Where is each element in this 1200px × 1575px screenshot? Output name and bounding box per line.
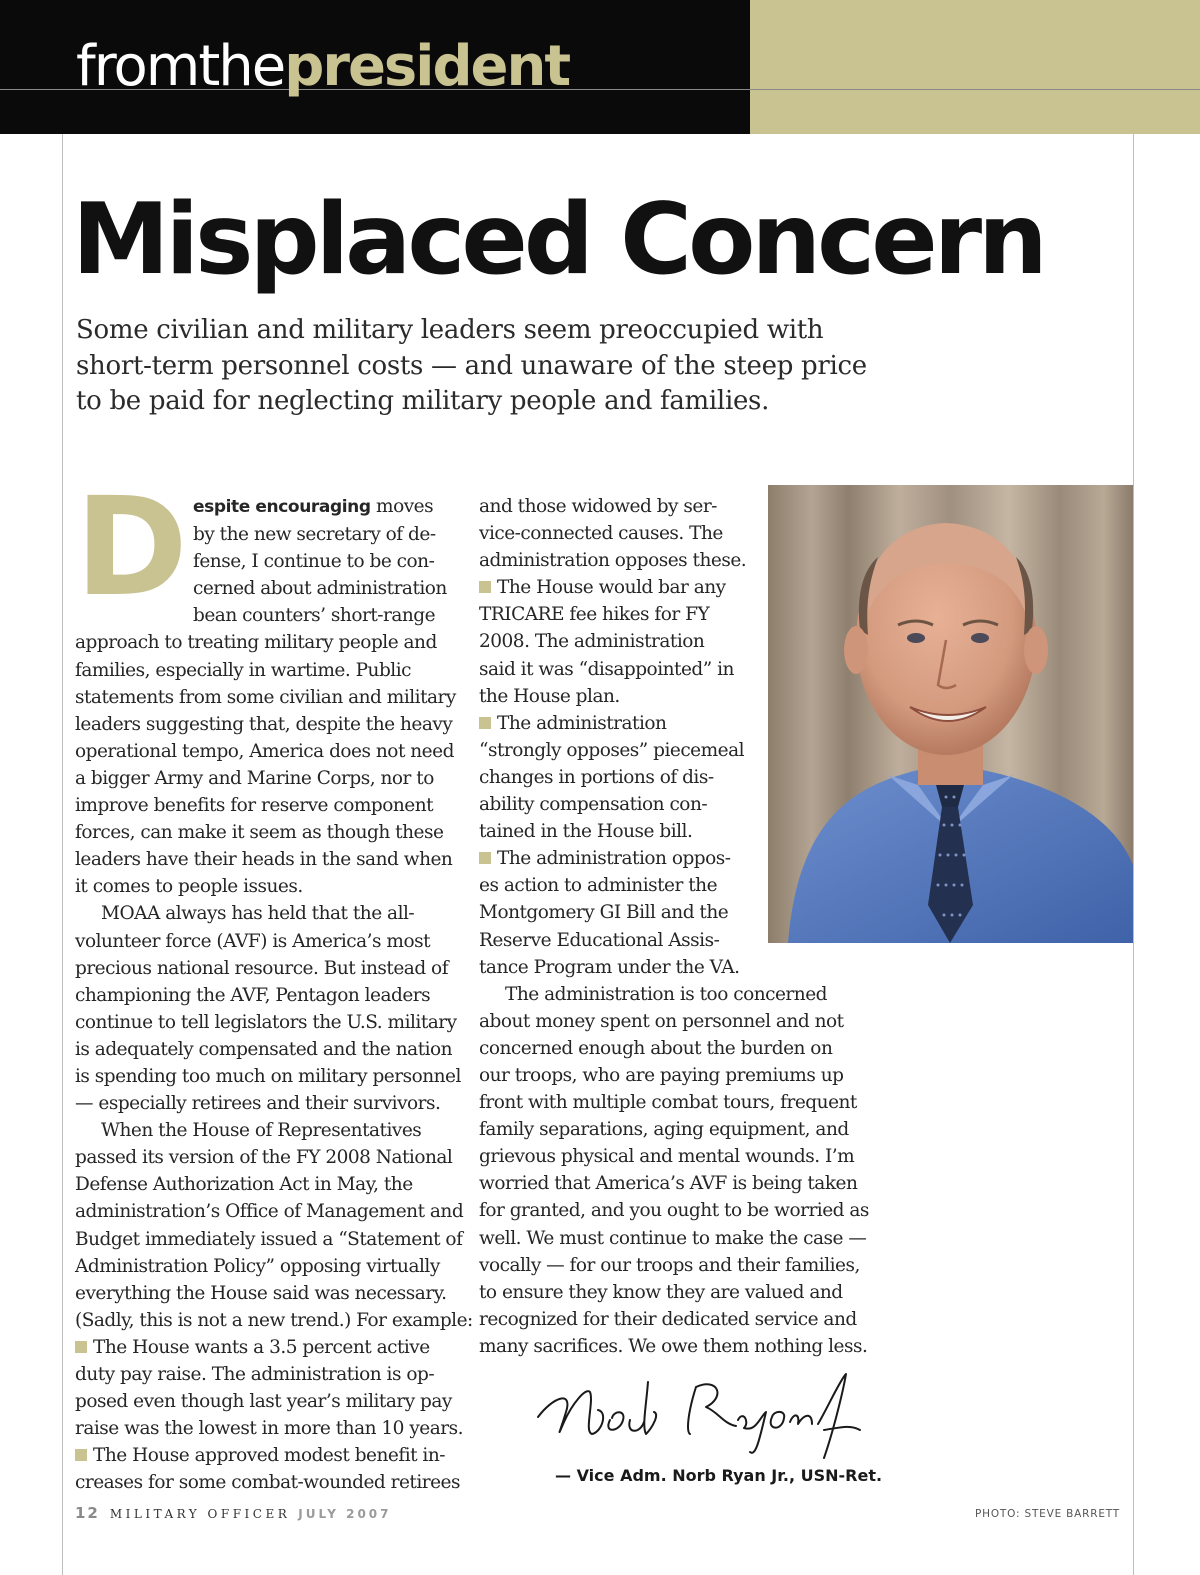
body-line: continue to tell legislators the U.S. military bbox=[75, 1011, 457, 1033]
paragraph bbox=[75, 1117, 473, 1334]
body-line: the House plan. bbox=[479, 685, 620, 707]
body-line: forces, can make it seem as though these bbox=[75, 822, 444, 844]
body-line: espite encouraging moves bbox=[193, 496, 434, 517]
body-line: improve benefits for reserve component bbox=[75, 795, 434, 817]
body-line: said it was “disappointed” in bbox=[479, 658, 734, 680]
body-line: — especially retirees and their survivors. bbox=[75, 1093, 441, 1115]
body-line: The administration is too concerned bbox=[505, 983, 827, 1005]
body-line: bean counters’ short-range bbox=[193, 605, 436, 627]
body-line: tained in the House bill. bbox=[479, 821, 693, 843]
author-portrait-photo bbox=[768, 485, 1133, 943]
body-line: by the new secretary of de- bbox=[193, 524, 436, 546]
bullet-square-icon bbox=[479, 852, 491, 864]
body-line: families, especially in wartime. Public bbox=[75, 659, 412, 681]
body-line: es action to administer the bbox=[479, 875, 718, 897]
body-line: statements from some civilian and military bbox=[75, 686, 456, 708]
body-line: vocally — for our troops and their families, bbox=[479, 1254, 860, 1276]
body-line: 2008. The administration bbox=[479, 631, 705, 653]
body-line: grievous physical and mental wounds. I’m bbox=[479, 1146, 855, 1168]
body-line: front with multiple combat tours, frequent bbox=[479, 1092, 857, 1114]
bullet-item bbox=[75, 1442, 465, 1496]
deck-line: short-term personnel costs — and unaware of the steep price bbox=[76, 350, 867, 381]
body-line: The administration oppos- bbox=[479, 845, 859, 872]
bullet-square-icon bbox=[75, 1449, 87, 1461]
body-line: ability compensation con- bbox=[479, 794, 708, 816]
body-line: everything the House said was necessary. bbox=[75, 1282, 447, 1304]
issue-date: JULY 2007 bbox=[298, 1507, 392, 1521]
page-number: 12 bbox=[75, 1504, 100, 1522]
body-line: Reserve Educational Assis- bbox=[479, 929, 720, 951]
body-line: precious national resource. But instead of bbox=[75, 957, 449, 979]
section-title bbox=[76, 34, 569, 100]
frame-rule-right bbox=[1133, 134, 1134, 1575]
header-accent-block bbox=[750, 0, 1200, 134]
section-title-light: fromthe bbox=[76, 34, 285, 99]
body-line: our troops, who are paying premiums up bbox=[479, 1064, 844, 1086]
body-line: leaders suggesting that, despite the heavy bbox=[75, 713, 453, 735]
body-line: posed even though last year’s military pay bbox=[75, 1391, 452, 1413]
page-footer bbox=[75, 1503, 392, 1524]
article-title: Misplaced Concern bbox=[72, 183, 1044, 297]
article-deck bbox=[76, 313, 866, 420]
paragraph bbox=[75, 900, 465, 1117]
body-line: creases for some combat-wounded retirees bbox=[75, 1472, 461, 1494]
body-line: well. We must continue to make the case — bbox=[479, 1227, 867, 1249]
handwritten-signature bbox=[528, 1362, 868, 1462]
body-line: Defense Authorization Act in May, the bbox=[75, 1174, 413, 1196]
signature-attribution: — Vice Adm. Norb Ryan Jr., USN-Ret. bbox=[555, 1466, 883, 1485]
body-line: volunteer force (AVF) is America’s most bbox=[75, 930, 431, 952]
body-line: (Sadly, this is not a new trend.) For example: bbox=[75, 1309, 473, 1331]
body-line: for granted, and you ought to be worried as bbox=[479, 1200, 869, 1222]
body-line: is spending too much on military personnel bbox=[75, 1065, 461, 1087]
body-line: MOAA always has held that the all- bbox=[101, 903, 415, 925]
photo-credit: PHOTO: STEVE BARRETT bbox=[975, 1508, 1120, 1520]
body-line: worried that America’s AVF is being taken bbox=[479, 1173, 858, 1195]
section-title-bold: president bbox=[284, 34, 570, 99]
bullet-item bbox=[75, 1334, 465, 1442]
body-line: championing the AVF, Pentagon leaders bbox=[75, 984, 431, 1006]
body-line: When the House of Representatives bbox=[101, 1120, 422, 1142]
body-line: duty pay raise. The administration is op- bbox=[75, 1364, 435, 1385]
frame-rule-left bbox=[62, 134, 63, 1575]
body-line: and those widowed by ser- bbox=[479, 496, 717, 517]
body-line: TRICARE fee hikes for FY bbox=[479, 604, 710, 626]
body-line: cerned about administration bbox=[193, 578, 447, 600]
magazine-name: MILITARY OFFICER bbox=[109, 1507, 291, 1521]
body-line: The House wants a 3.5 percent active bbox=[75, 1334, 465, 1361]
body-column-1 bbox=[75, 469, 473, 1496]
body-line: recognized for their dedicated service and bbox=[479, 1308, 857, 1330]
body-line: administration opposes these. bbox=[479, 550, 747, 572]
body-line: raise was the lowest in more than 10 years. bbox=[75, 1418, 463, 1440]
body-line: it comes to people issues. bbox=[75, 876, 303, 898]
deck-line: Some civilian and military leaders seem preoccupied with bbox=[76, 315, 824, 345]
body-line: leaders have their heads in the sand when bbox=[75, 849, 453, 871]
paragraph-closing bbox=[479, 981, 869, 1360]
body-line: tance Program under the VA. bbox=[479, 956, 740, 978]
bullet-square-icon bbox=[479, 581, 491, 593]
bullet-square-icon bbox=[75, 1341, 87, 1353]
body-line: to ensure they know they are valued and bbox=[479, 1281, 843, 1303]
body-line: passed its version of the FY 2008 National bbox=[75, 1147, 453, 1169]
body-line: about money spent on personnel and not bbox=[479, 1010, 844, 1032]
body-line: concerned enough about the burden on bbox=[479, 1037, 833, 1059]
body-line: family separations, aging equipment, and bbox=[479, 1119, 849, 1141]
body-line: The administration bbox=[479, 710, 859, 737]
body-line: is adequately compensated and the nation bbox=[75, 1038, 453, 1060]
deck-line: to be paid for neglecting military people and families. bbox=[76, 386, 770, 416]
bullet-square-icon bbox=[479, 717, 491, 729]
body-line: fense, I continue to be con- bbox=[193, 551, 435, 573]
body-line: The House approved modest benefit in- bbox=[75, 1442, 465, 1469]
body-line: Administration Policy” opposing virtually bbox=[75, 1255, 440, 1277]
drop-cap: D bbox=[75, 469, 188, 627]
body-line: operational tempo, America does not need bbox=[75, 740, 454, 762]
body-line: many sacrifices. We owe them nothing less. bbox=[479, 1335, 868, 1357]
body-line: The House would bar any bbox=[479, 574, 859, 601]
body-line: changes in portions of dis- bbox=[479, 766, 714, 788]
body-line: a bigger Army and Marine Corps, nor to bbox=[75, 767, 434, 789]
body-line: Budget immediately issued a “Statement of bbox=[75, 1228, 463, 1250]
body-line: “strongly opposes” piecemeal bbox=[479, 739, 745, 761]
lead-in: espite encouraging bbox=[193, 497, 371, 517]
body-line: administration’s Office of Management and bbox=[75, 1201, 464, 1223]
body-line: approach to treating military people and bbox=[75, 632, 437, 654]
body-line: Montgomery GI Bill and the bbox=[479, 902, 729, 924]
body-line: vice-connected causes. The bbox=[479, 523, 723, 545]
